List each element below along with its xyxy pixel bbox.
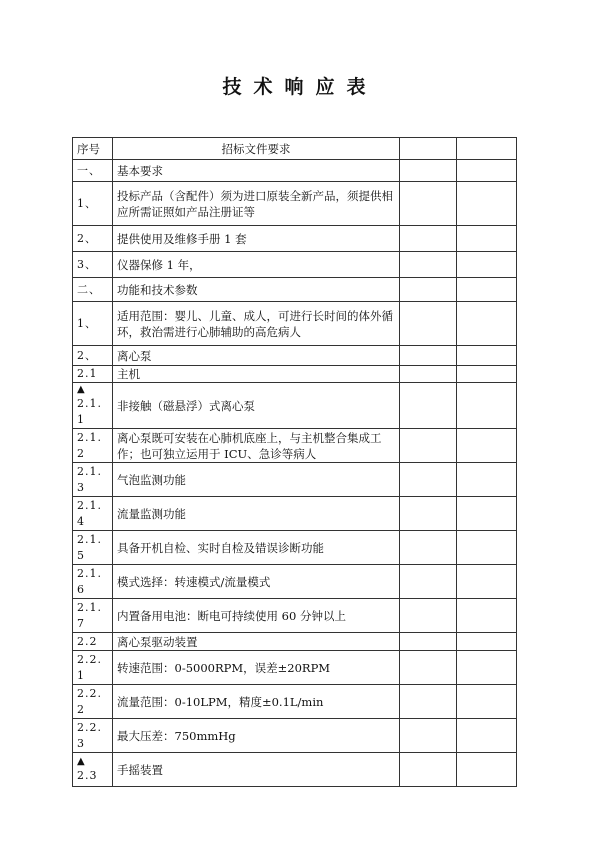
row-number: [73, 226, 113, 252]
row-response-cell: [400, 719, 457, 753]
row-number: [73, 753, 113, 787]
row-requirement: 具备开机自检、实时自检及错误诊断功能: [113, 531, 400, 565]
row-number: [73, 685, 113, 719]
row-remark-cell: [457, 599, 517, 633]
row-response-cell: [400, 599, 457, 633]
row-number-text: 2.2.1: [77, 652, 102, 682]
row-requirement: 功能和技术参数: [113, 278, 400, 302]
row-number-text: 2.3: [77, 768, 98, 782]
row-number: [73, 599, 113, 633]
row-remark-cell: [457, 651, 517, 685]
row-response-cell: [400, 531, 457, 565]
row-number: [73, 366, 113, 383]
row-requirement: 投标产品（含配件）须为进口原装全新产品，须提供相应所需证照如产品注册证等: [113, 182, 400, 226]
header-no: 序号: [73, 138, 113, 160]
row-number-text: 2.1: [77, 367, 98, 380]
row-number-text: 2.1.5: [77, 532, 102, 562]
row-response-cell: [400, 651, 457, 685]
table-row: [73, 429, 517, 463]
row-number-text: 3、: [77, 257, 97, 271]
row-response-cell: [400, 182, 457, 226]
row-number: [73, 182, 113, 226]
key-item-triangle-icon: ▲: [77, 755, 86, 767]
row-remark-cell: [457, 463, 517, 497]
table-row: [73, 497, 517, 531]
row-response-cell: [400, 633, 457, 651]
table-row: [73, 685, 517, 719]
table-row: [73, 278, 517, 302]
row-requirement: 仪器保修 1 年，: [113, 252, 400, 278]
table-row: [73, 302, 517, 346]
table-row: [73, 719, 517, 753]
row-response-cell: [400, 685, 457, 719]
row-number-text: 2.1.7: [77, 600, 102, 630]
row-remark-cell: [457, 383, 517, 429]
row-response-cell: [400, 278, 457, 302]
table-row: [73, 753, 517, 787]
row-remark-cell: [457, 685, 517, 719]
row-number: [73, 497, 113, 531]
row-number-text: 2.2.2: [77, 686, 102, 716]
row-number-text: 2.1.2: [77, 430, 102, 460]
row-remark-cell: [457, 753, 517, 787]
header-col4: [457, 138, 517, 160]
row-number-text: 二、: [77, 282, 101, 296]
row-requirement: 气泡监测功能: [113, 463, 400, 497]
row-number-text: 2.1.6: [77, 566, 102, 596]
row-number-text: 2.1.4: [77, 498, 102, 528]
row-number: [73, 160, 113, 182]
row-number-text: 2、: [77, 231, 97, 245]
row-response-cell: [400, 383, 457, 429]
row-requirement: 提供使用及维修手册 1 套: [113, 226, 400, 252]
row-requirement: 模式选择：转速模式/流量模式: [113, 565, 400, 599]
table-row: [73, 531, 517, 565]
row-remark-cell: [457, 633, 517, 651]
row-response-cell: [400, 302, 457, 346]
row-number-text: 2.1.3: [77, 464, 102, 494]
table-row: [73, 651, 517, 685]
row-remark-cell: [457, 160, 517, 182]
row-remark-cell: [457, 302, 517, 346]
row-remark-cell: [457, 497, 517, 531]
row-number: [73, 429, 113, 463]
table-row: [73, 599, 517, 633]
row-response-cell: [400, 366, 457, 383]
row-number: [73, 463, 113, 497]
table-row: [73, 226, 517, 252]
header-requirement: 招标文件要求: [113, 138, 400, 160]
row-requirement: 流量范围：0-10LPM，精度±0.1L/min: [113, 685, 400, 719]
row-number-text: 2、: [77, 348, 97, 362]
row-number: [73, 252, 113, 278]
row-number-text: 1、: [77, 196, 97, 210]
row-response-cell: [400, 753, 457, 787]
row-number: [73, 651, 113, 685]
table-row: [73, 565, 517, 599]
row-number: [73, 565, 113, 599]
row-requirement: 最大压差：750mmHg: [113, 719, 400, 753]
row-number-text: 1、: [77, 316, 97, 330]
table-row: [73, 366, 517, 383]
row-number: [73, 278, 113, 302]
table-row: [73, 182, 517, 226]
row-requirement: 离心泵驱动装置: [113, 633, 400, 651]
row-response-cell: [400, 226, 457, 252]
header-col3: [400, 138, 457, 160]
row-remark-cell: [457, 346, 517, 366]
table-row: [73, 346, 517, 366]
page-title: 技术响应表: [222, 76, 378, 98]
row-response-cell: [400, 160, 457, 182]
row-number-text: 2.2.3: [77, 720, 102, 750]
technical-response-table: [72, 137, 517, 787]
row-remark-cell: [457, 565, 517, 599]
row-requirement: 主机: [113, 366, 400, 383]
row-remark-cell: [457, 429, 517, 463]
row-response-cell: [400, 497, 457, 531]
row-remark-cell: [457, 531, 517, 565]
table-row: [73, 160, 517, 182]
row-remark-cell: [457, 252, 517, 278]
row-response-cell: [400, 463, 457, 497]
row-requirement: 流量监测功能: [113, 497, 400, 531]
row-number: [73, 383, 113, 429]
table-body: [73, 160, 517, 787]
row-number-text: 一、: [77, 163, 101, 177]
row-remark-cell: [457, 719, 517, 753]
row-requirement: 基本要求: [113, 160, 400, 182]
row-response-cell: [400, 346, 457, 366]
row-requirement: 离心泵: [113, 346, 400, 366]
row-response-cell: [400, 252, 457, 278]
row-number: [73, 302, 113, 346]
row-requirement: 离心泵既可安装在心肺机底座上，与主机整合集成工作；也可独立运用于 ICU、急诊等病人: [113, 429, 400, 463]
key-item-triangle-icon: ▲: [77, 383, 86, 395]
row-number-text: 2.1.1: [77, 396, 102, 426]
row-number: [73, 633, 113, 651]
table-row: [73, 463, 517, 497]
row-remark-cell: [457, 226, 517, 252]
row-number-text: 2.2: [77, 634, 98, 648]
row-remark-cell: [457, 182, 517, 226]
table-row: [73, 633, 517, 651]
row-response-cell: [400, 429, 457, 463]
row-remark-cell: [457, 278, 517, 302]
table-row: [73, 383, 517, 429]
row-remark-cell: [457, 366, 517, 383]
row-number: [73, 719, 113, 753]
row-number: [73, 531, 113, 565]
row-number: [73, 346, 113, 366]
row-response-cell: [400, 565, 457, 599]
row-requirement: 手摇装置: [113, 753, 400, 787]
row-requirement: 内置备用电池：断电可持续使用 60 分钟以上: [113, 599, 400, 633]
table-header-row: [73, 138, 517, 160]
row-requirement: 非接触（磁悬浮）式离心泵: [113, 383, 400, 429]
row-requirement: 转速范围：0-5000RPM，误差±20RPM: [113, 651, 400, 685]
row-requirement: 适用范围：婴儿、儿童、成人，可进行长时间的体外循环，救治需进行心肺辅助的高危病人: [113, 302, 400, 346]
table-row: [73, 252, 517, 278]
